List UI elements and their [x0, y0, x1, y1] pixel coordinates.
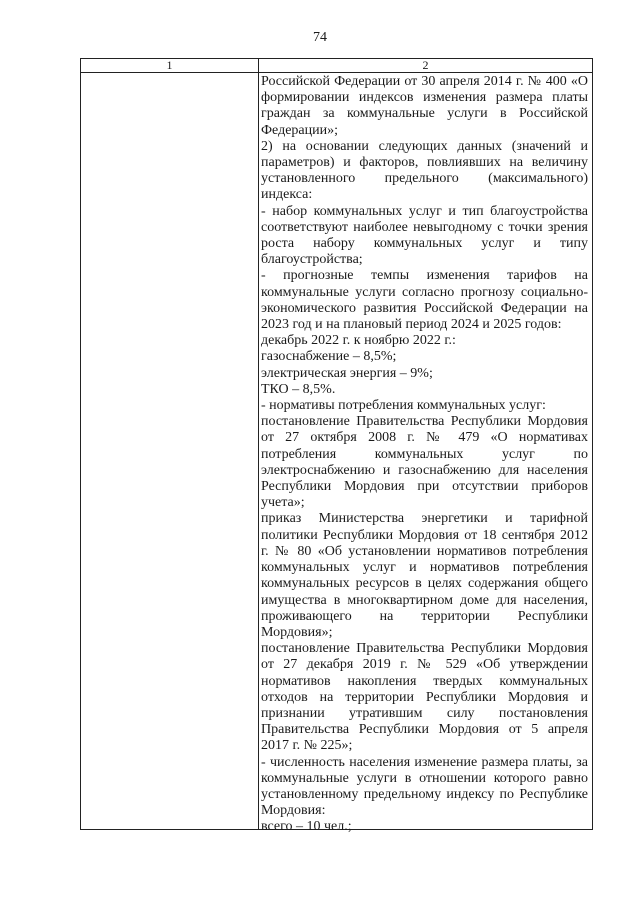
- paragraph: всего – 10 чел.;: [261, 819, 352, 835]
- document-table: [80, 58, 593, 835]
- paragraph: ТКО – 8,5%.: [261, 381, 336, 397]
- paragraph: газоснабжение – 8,5%;: [261, 349, 397, 365]
- paragraph: 2) на основании следующих данных (значений и параметров) и факторов, повлиявших на величину установленного предельного (максимального) индекса:: [261, 138, 588, 203]
- paragraph: электрическая энергия – 9%;: [261, 365, 433, 381]
- paragraph: - численность населения изменение размера платы, за коммунальные услуги в отношении которого равно установленному предельному индексу по Республике Мордовия:: [261, 754, 588, 819]
- paragraph: приказ Министерства энергетики и тарифной политики Республики Мордовия от 18 сентября 2012 г. № 80 «Об установлении нормативов потребления коммунальных услуг и нормативов потребления коммунальных ресурсов в целях содержания общего имущества в многоквартирном доме для населения, проживающего на территории Республики Мордовия»;: [261, 511, 588, 640]
- column-1-header: 1: [166, 58, 173, 72]
- paragraph: постановление Правительства Республики Мордовия от 27 декабря 2019 г. № 529 «Об утверждении нормативов накопления твердых коммунальных отходов на территории Республики Мордовия и признании утратившим силу постановления Правительства Республики Мордовия от 5 апреля 2017 г. № 225»;: [261, 641, 588, 754]
- column-divider: [258, 59, 259, 829]
- paragraph: постановление Правительства Республики Мордовия от 27 октября 2008 г. № 479 «О нормативах потребления коммунальных услуг по электроснабжению и газоснабжению для населения Республики Мордовия при отсутствии приборов учета»;: [261, 414, 588, 511]
- column-2-content: [261, 74, 588, 836]
- paragraph: - набор коммунальных услуг и тип благоустройства соответствуют наиболее невыгодному с точки зрения роста набору коммунальных услуг и типу благоустройства;: [261, 203, 588, 268]
- paragraph: Российской Федерации от 30 апреля 2014 г. № 400 «О формировании индексов изменения размера платы граждан за коммунальные услуги в Российской Федерации»;: [261, 74, 588, 138]
- table-header-row: [81, 59, 592, 73]
- page-number: 74: [313, 30, 327, 45]
- column-2-header: 2: [422, 58, 429, 72]
- paragraph: декабрь 2022 г. к ноябрю 2022 г.:: [261, 333, 456, 349]
- paragraph: - прогнозные темпы изменения тарифов на коммунальные услуги согласно прогнозу социально-экономического развития Российской Федерации на 2023 год и на плановый период 2024 и 2025 годов:: [261, 268, 588, 333]
- paragraph: - нормативы потребления коммунальных услуг:: [261, 398, 546, 414]
